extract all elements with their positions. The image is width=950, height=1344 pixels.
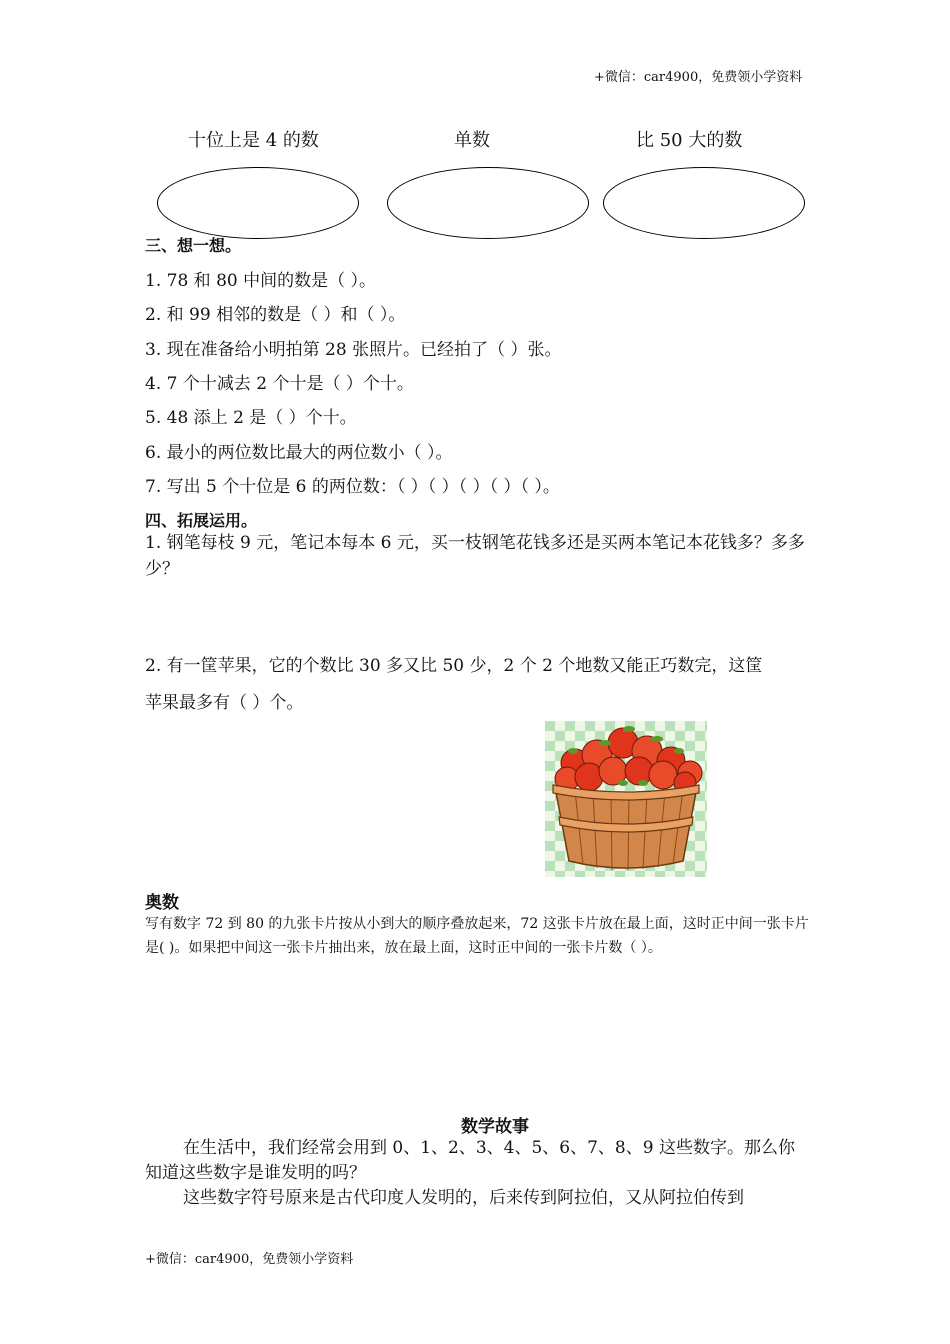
question-item: 7. 写出 5 个十位是 6 的两位数：（ ）（ ）（ ）（ ）（ ）。 xyxy=(145,477,560,497)
problem-1: 1. 钢笔每枝 9 元，笔记本每本 6 元，买一枝钢笔花钱多还是买两本笔记本花钱多？多多少？ xyxy=(145,533,805,579)
section4-title: 四、拓展运用。 xyxy=(145,511,258,530)
story-paragraph-2: 这些数字符号原来是古代印度人发明的，后来传到阿拉伯，又从阿拉伯传到 xyxy=(183,1188,744,1208)
header-note: +微信：car4900，免费领小学资料 xyxy=(594,70,803,85)
classify-label-tens-four: 十位上是 4 的数 xyxy=(188,130,319,151)
question-item: 3. 现在准备给小明拍第 28 张照片。已经拍了（ ）张。 xyxy=(145,340,562,360)
olympiad-title: 奥数 xyxy=(145,893,179,913)
section3-title: 三、想一想。 xyxy=(145,236,242,255)
answer-oval-2[interactable] xyxy=(387,167,589,239)
footer-note: +微信：car4900，免费领小学资料 xyxy=(145,1252,354,1267)
story-title: 数学故事 xyxy=(461,1117,529,1137)
classify-label-greater-fifty: 比 50 大的数 xyxy=(636,130,743,151)
olympiad-text: 写有数字 72 到 80 的九张卡片按从小到大的顺序叠放起来，72 这张卡片放在最上面，这时正中间一张卡片是( )。如果把中间这一张卡片抽出来，放在最上面，这时正中间的一张卡片数（ ）。 xyxy=(145,916,809,956)
answer-oval-1[interactable] xyxy=(157,167,359,239)
question-item: 1. 78 和 80 中间的数是（ ）。 xyxy=(145,271,377,291)
problem-2-line2: 苹果最多有（ ）个。 xyxy=(145,693,304,713)
question-item: 6. 最小的两位数比最大的两位数小（ ）。 xyxy=(145,443,453,463)
question-item: 4. 7 个十减去 2 个十是（ ）个十。 xyxy=(145,374,414,394)
classify-label-odd: 单数 xyxy=(454,130,490,151)
apple-basket-icon xyxy=(545,721,707,877)
story-paragraph-1: 在生活中，我们经常会用到 0、1、2、3、4、5、6、7、8、9 这些数字。那么你知道这些数字是谁发明的吗？ xyxy=(145,1138,795,1183)
answer-oval-3[interactable] xyxy=(603,167,805,239)
problem-2-line1: 2. 有一筐苹果，它的个数比 30 多又比 50 少，2 个 2 个地数又能正巧数完，这筐 xyxy=(145,656,763,676)
question-item: 5. 48 添上 2 是（ ）个十。 xyxy=(145,408,357,428)
question-item: 2. 和 99 相邻的数是（ ）和（ ）。 xyxy=(145,305,406,325)
